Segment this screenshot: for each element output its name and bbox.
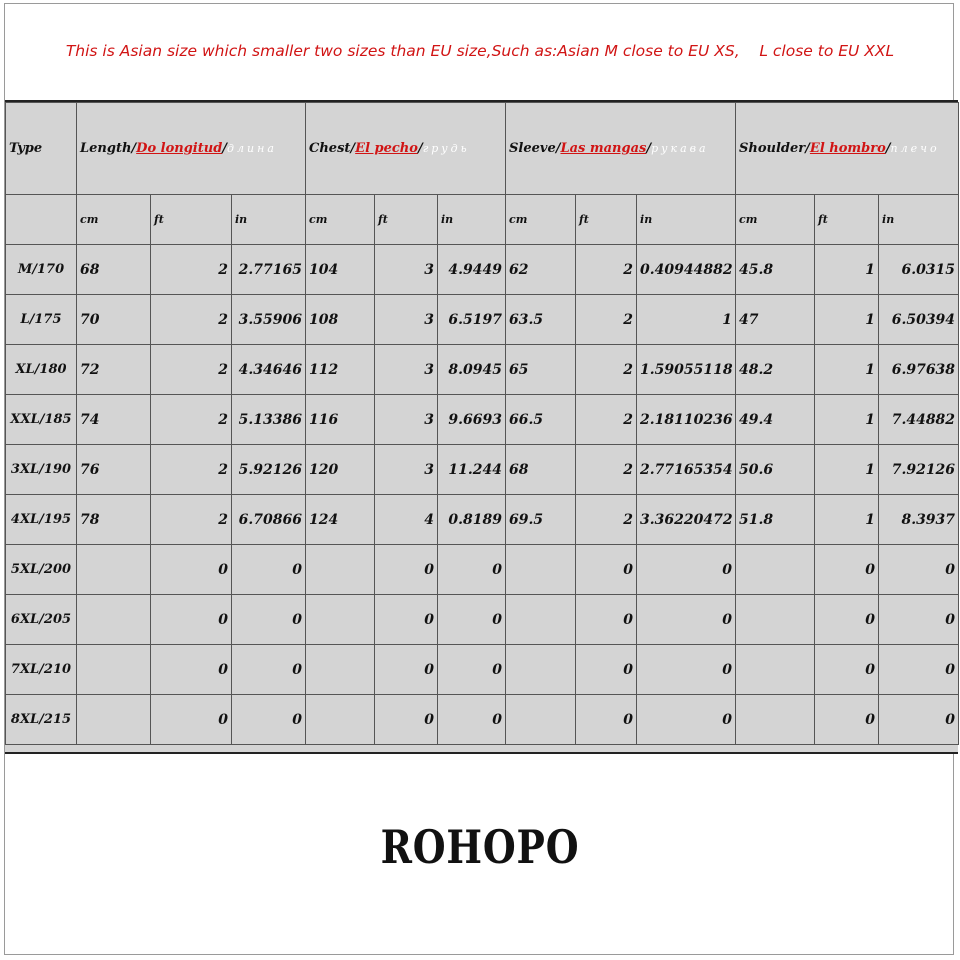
size-value-cell: 1: [815, 295, 879, 345]
brand-logo: ROHOPO: [380, 820, 580, 874]
size-type-cell: 6XL/205: [6, 595, 77, 645]
size-value-cell: 3: [375, 295, 438, 345]
shoulder-label-es: El hombro: [809, 141, 886, 156]
size-value-cell: 2: [576, 445, 637, 495]
size-value-cell: 11.244: [438, 445, 506, 495]
size-value-cell: 0: [232, 595, 306, 645]
size-value-cell: 0.8189: [438, 495, 506, 545]
units-type-cell: [6, 195, 77, 245]
table-row: [6, 445, 959, 495]
table-row: [6, 495, 959, 545]
shoulder-header: Shoulder/El hombro/плечо: [736, 103, 959, 195]
size-table-wrapper: [5, 100, 958, 754]
table-row: [6, 295, 959, 345]
size-value-cell: 8.0945: [438, 345, 506, 395]
size-value-cell: 120: [306, 445, 375, 495]
size-value-cell: 6.5197: [438, 295, 506, 345]
size-value-cell: 68: [506, 445, 576, 495]
size-value-cell: 66.5: [506, 395, 576, 445]
size-type-cell: L/175: [6, 295, 77, 345]
size-value-cell: [77, 695, 151, 745]
size-value-cell: 5.13386: [232, 395, 306, 445]
size-value-cell: 0: [438, 645, 506, 695]
size-notice: This is Asian size which smaller two sizes than EU size,Such as:Asian M close to EU XS, L close to EU XXL: [65, 42, 895, 60]
unit-header-cell: in: [879, 195, 959, 245]
table-row: [6, 245, 959, 295]
size-value-cell: 2: [576, 345, 637, 395]
size-value-cell: 3: [375, 445, 438, 495]
size-value-cell: 112: [306, 345, 375, 395]
size-value-cell: 3.36220472: [637, 495, 736, 545]
size-value-cell: 2: [151, 295, 232, 345]
size-value-cell: 1: [815, 345, 879, 395]
length-header: Length/Do longitud/длина: [77, 103, 306, 195]
size-value-cell: 0: [151, 695, 232, 745]
table-row: [6, 595, 959, 645]
size-value-cell: 1: [815, 395, 879, 445]
size-value-cell: 0: [879, 595, 959, 645]
size-value-cell: 74: [77, 395, 151, 445]
size-type-cell: 3XL/190: [6, 445, 77, 495]
size-value-cell: 2: [151, 495, 232, 545]
size-value-cell: 0: [151, 545, 232, 595]
size-value-cell: 0: [576, 545, 637, 595]
length-label-en: Length: [80, 141, 132, 156]
size-value-cell: [306, 545, 375, 595]
size-value-cell: 6.0315: [879, 245, 959, 295]
units-row: [6, 195, 959, 245]
size-value-cell: [77, 595, 151, 645]
size-type-cell: M/170: [6, 245, 77, 295]
size-value-cell: 0: [815, 645, 879, 695]
size-value-cell: 62: [506, 245, 576, 295]
table-row: [6, 545, 959, 595]
size-value-cell: 124: [306, 495, 375, 545]
table-row: [6, 695, 959, 745]
size-value-cell: [306, 595, 375, 645]
size-value-cell: 1.59055118: [637, 345, 736, 395]
size-type-cell: 5XL/200: [6, 545, 77, 595]
size-value-cell: 0: [576, 695, 637, 745]
size-value-cell: 0: [637, 595, 736, 645]
size-value-cell: [306, 645, 375, 695]
unit-header-cell: ft: [151, 195, 232, 245]
size-value-cell: 76: [77, 445, 151, 495]
size-value-cell: 0: [438, 695, 506, 745]
size-value-cell: [736, 595, 815, 645]
size-value-cell: 4: [375, 495, 438, 545]
size-type-cell: 8XL/215: [6, 695, 77, 745]
size-value-cell: 4.34646: [232, 345, 306, 395]
size-value-cell: [506, 645, 576, 695]
unit-header-cell: cm: [306, 195, 375, 245]
size-value-cell: 108: [306, 295, 375, 345]
size-value-cell: 0: [637, 645, 736, 695]
size-type-cell: XXL/185: [6, 395, 77, 445]
size-value-cell: 0: [576, 645, 637, 695]
unit-header-cell: ft: [576, 195, 637, 245]
size-value-cell: 1: [815, 495, 879, 545]
size-value-cell: 0: [151, 595, 232, 645]
size-value-cell: 6.97638: [879, 345, 959, 395]
size-value-cell: 68: [77, 245, 151, 295]
table-row: [6, 345, 959, 395]
size-value-cell: 0: [815, 695, 879, 745]
size-value-cell: 1: [815, 445, 879, 495]
size-value-cell: 3: [375, 245, 438, 295]
size-value-cell: 2: [576, 295, 637, 345]
chest-label-es: El pecho: [355, 141, 418, 156]
size-value-cell: 47: [736, 295, 815, 345]
size-value-cell: [77, 545, 151, 595]
size-value-cell: 0.40944882: [637, 245, 736, 295]
size-value-cell: 72: [77, 345, 151, 395]
size-value-cell: 6.50394: [879, 295, 959, 345]
size-value-cell: [506, 695, 576, 745]
unit-header-cell: ft: [375, 195, 438, 245]
unit-header-cell: ft: [815, 195, 879, 245]
unit-header-cell: in: [232, 195, 306, 245]
size-value-cell: 7.44882: [879, 395, 959, 445]
unit-header-cell: cm: [506, 195, 576, 245]
size-value-cell: 0: [438, 595, 506, 645]
size-value-cell: 4.9449: [438, 245, 506, 295]
sleeve-label-es: Las mangas: [560, 141, 647, 156]
size-value-cell: 2: [576, 245, 637, 295]
size-value-cell: 51.8: [736, 495, 815, 545]
size-value-cell: 0: [879, 545, 959, 595]
size-value-cell: 1: [815, 245, 879, 295]
size-value-cell: 7.92126: [879, 445, 959, 495]
size-value-cell: 69.5: [506, 495, 576, 545]
size-value-cell: 0: [151, 645, 232, 695]
size-value-cell: 50.6: [736, 445, 815, 495]
size-value-cell: 1: [637, 295, 736, 345]
size-value-cell: 104: [306, 245, 375, 295]
size-value-cell: [77, 645, 151, 695]
size-value-cell: [506, 545, 576, 595]
size-type-cell: 7XL/210: [6, 645, 77, 695]
unit-header-cell: in: [438, 195, 506, 245]
size-value-cell: [736, 695, 815, 745]
size-value-cell: 0: [375, 545, 438, 595]
size-value-cell: 0: [375, 595, 438, 645]
size-value-cell: [506, 595, 576, 645]
length-label-es: Do longitud: [136, 141, 223, 156]
size-value-cell: 2.77165: [232, 245, 306, 295]
size-value-cell: 45.8: [736, 245, 815, 295]
size-value-cell: 49.4: [736, 395, 815, 445]
unit-header-cell: in: [637, 195, 736, 245]
size-value-cell: 78: [77, 495, 151, 545]
size-value-cell: 0: [815, 545, 879, 595]
size-value-cell: 5.92126: [232, 445, 306, 495]
size-value-cell: 8.3937: [879, 495, 959, 545]
size-value-cell: [306, 695, 375, 745]
size-value-cell: 65: [506, 345, 576, 395]
length-label-ru: длина: [227, 142, 277, 155]
size-value-cell: 9.6693: [438, 395, 506, 445]
size-table-body: [6, 103, 959, 745]
size-value-cell: 0: [375, 645, 438, 695]
type-header: Type: [6, 103, 77, 195]
size-value-cell: 63.5: [506, 295, 576, 345]
size-value-cell: 2: [576, 395, 637, 445]
size-table: [5, 102, 959, 745]
size-value-cell: 0: [576, 595, 637, 645]
size-value-cell: 3: [375, 395, 438, 445]
size-value-cell: 2.18110236: [637, 395, 736, 445]
size-value-cell: 2: [576, 495, 637, 545]
unit-header-cell: cm: [736, 195, 815, 245]
sleeve-label-en: Sleeve: [509, 141, 556, 156]
size-type-cell: 4XL/195: [6, 495, 77, 545]
size-value-cell: 3: [375, 345, 438, 395]
shoulder-label-ru: плечо: [890, 142, 940, 155]
sleeve-label-ru: рукава: [651, 142, 709, 155]
size-value-cell: 6.70866: [232, 495, 306, 545]
size-value-cell: 0: [815, 595, 879, 645]
size-value-cell: 3.55906: [232, 295, 306, 345]
size-value-cell: 2: [151, 245, 232, 295]
sleeve-header: Sleeve/Las mangas/рукава: [506, 103, 736, 195]
table-header-row: [6, 103, 959, 195]
table-row: [6, 645, 959, 695]
shoulder-label-en: Shoulder: [739, 141, 806, 156]
size-value-cell: [736, 545, 815, 595]
table-row: [6, 395, 959, 445]
size-value-cell: 0: [438, 545, 506, 595]
size-value-cell: 0: [637, 545, 736, 595]
size-value-cell: 2: [151, 395, 232, 445]
size-value-cell: 0: [879, 645, 959, 695]
chest-header: Chest/El pecho/грудь: [306, 103, 506, 195]
size-value-cell: 2: [151, 345, 232, 395]
size-value-cell: 0: [879, 695, 959, 745]
size-value-cell: 2.77165354: [637, 445, 736, 495]
size-value-cell: 0: [232, 545, 306, 595]
size-value-cell: [736, 645, 815, 695]
chest-label-en: Chest: [309, 141, 351, 156]
size-value-cell: 48.2: [736, 345, 815, 395]
chest-label-ru: грудь: [422, 142, 470, 155]
size-value-cell: 2: [151, 445, 232, 495]
size-value-cell: 0: [637, 695, 736, 745]
size-value-cell: 0: [232, 695, 306, 745]
size-type-cell: XL/180: [6, 345, 77, 395]
size-value-cell: 70: [77, 295, 151, 345]
size-value-cell: 116: [306, 395, 375, 445]
size-value-cell: 0: [232, 645, 306, 695]
size-value-cell: 0: [375, 695, 438, 745]
unit-header-cell: cm: [77, 195, 151, 245]
